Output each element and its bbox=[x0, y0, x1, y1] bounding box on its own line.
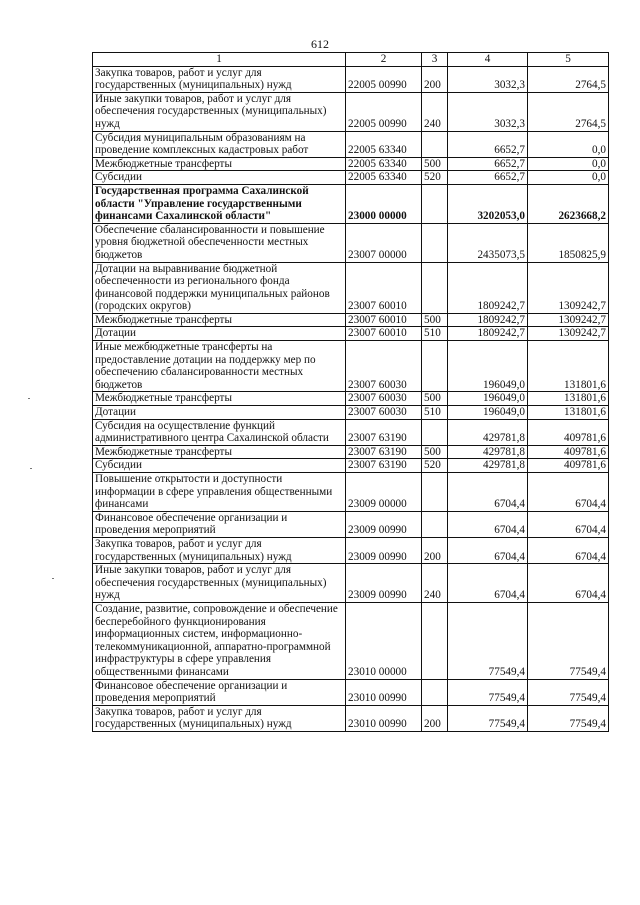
table-row bbox=[93, 419, 609, 445]
row-name: Финансовое обеспечение организации и проведения мероприятий bbox=[93, 511, 346, 537]
row-value-col5: 1309242,7 bbox=[528, 327, 609, 341]
row-expense-type bbox=[422, 419, 448, 445]
row-value-col5: 6704,4 bbox=[528, 473, 609, 512]
row-value-col4: 6704,4 bbox=[448, 564, 528, 603]
row-value-col5: 2764,5 bbox=[528, 66, 609, 92]
row-expense-type bbox=[422, 511, 448, 537]
row-value-col5: 77549,4 bbox=[528, 679, 609, 705]
row-name: Иные межбюджетные трансферты на предоставление дотации на поддержку мер по обеспечению сбалансированности местных бюджетов bbox=[93, 341, 346, 392]
row-code: 23010 00990 bbox=[346, 679, 422, 705]
row-code: 23007 60010 bbox=[346, 313, 422, 327]
row-value-col5: 77549,4 bbox=[528, 602, 609, 679]
row-code: 23007 60030 bbox=[346, 341, 422, 392]
row-code: 23007 63190 bbox=[346, 419, 422, 445]
row-expense-type: 510 bbox=[422, 327, 448, 341]
row-name: Иные закупки товаров, работ и услуг для обеспечения государственных (муниципальных) нужд bbox=[93, 564, 346, 603]
row-name: Дотации bbox=[93, 327, 346, 341]
row-value-col4: 77549,4 bbox=[448, 602, 528, 679]
row-code: 23009 00990 bbox=[346, 564, 422, 603]
row-value-col5: 131801,6 bbox=[528, 341, 609, 392]
row-name: Субсидии bbox=[93, 171, 346, 185]
row-name: Межбюджетные трансферты bbox=[93, 313, 346, 327]
row-value-col4: 1809242,7 bbox=[448, 313, 528, 327]
row-value-col5: 1309242,7 bbox=[528, 313, 609, 327]
row-value-col4: 429781,8 bbox=[448, 445, 528, 459]
row-code: 22005 63340 bbox=[346, 131, 422, 157]
row-value-col4: 1809242,7 bbox=[448, 327, 528, 341]
table-row bbox=[93, 392, 609, 406]
budget-table bbox=[92, 52, 609, 732]
row-value-col4: 196049,0 bbox=[448, 341, 528, 392]
table-row bbox=[93, 511, 609, 537]
page-number: 612 bbox=[311, 37, 329, 51]
row-expense-type: 500 bbox=[422, 157, 448, 171]
row-code: 23007 60030 bbox=[346, 406, 422, 420]
row-code: 23000 00000 bbox=[346, 184, 422, 223]
table-row bbox=[93, 131, 609, 157]
row-value-col5: 0,0 bbox=[528, 157, 609, 171]
row-expense-type bbox=[422, 679, 448, 705]
row-name: Финансовое обеспечение организации и проведения мероприятий bbox=[93, 679, 346, 705]
scan-speck bbox=[30, 468, 32, 469]
row-name: Межбюджетные трансферты bbox=[93, 392, 346, 406]
row-value-col5: 77549,4 bbox=[528, 705, 609, 731]
row-name: Дотации bbox=[93, 406, 346, 420]
table-row bbox=[93, 66, 609, 92]
row-code: 22005 00990 bbox=[346, 92, 422, 131]
table-body bbox=[93, 66, 609, 731]
row-value-col5: 0,0 bbox=[528, 131, 609, 157]
row-name: Межбюджетные трансферты bbox=[93, 157, 346, 171]
row-value-col4: 429781,8 bbox=[448, 459, 528, 473]
row-value-col4: 196049,0 bbox=[448, 406, 528, 420]
table-row bbox=[93, 564, 609, 603]
table-row bbox=[93, 223, 609, 262]
row-value-col4: 6652,7 bbox=[448, 171, 528, 185]
row-expense-type: 500 bbox=[422, 445, 448, 459]
row-name: Закупка товаров, работ и услуг для государственных (муниципальных) нужд bbox=[93, 66, 346, 92]
table-row bbox=[93, 537, 609, 563]
table-row bbox=[93, 705, 609, 731]
row-code: 23009 00990 bbox=[346, 511, 422, 537]
row-code: 23010 00000 bbox=[346, 602, 422, 679]
row-value-col4: 2435073,5 bbox=[448, 223, 528, 262]
row-value-col5: 409781,6 bbox=[528, 459, 609, 473]
row-expense-type bbox=[422, 262, 448, 313]
row-code: 22005 00990 bbox=[346, 66, 422, 92]
table-row bbox=[93, 445, 609, 459]
row-name: Закупка товаров, работ и услуг для государственных (муниципальных) нужд bbox=[93, 705, 346, 731]
row-expense-type: 200 bbox=[422, 705, 448, 731]
row-value-col5: 6704,4 bbox=[528, 564, 609, 603]
table-row bbox=[93, 459, 609, 473]
row-code: 23007 60010 bbox=[346, 262, 422, 313]
table-row bbox=[93, 171, 609, 185]
row-name: Создание, развитие, сопровождение и обеспечение бесперебойного функционирования информационных систем, информационно-телекоммуникационной, аппаратно-программной инфраструктуры в сфере управления общественными финансами bbox=[93, 602, 346, 679]
row-name: Субсидии bbox=[93, 459, 346, 473]
row-value-col4: 6652,7 bbox=[448, 157, 528, 171]
header-col-2: 2 bbox=[346, 53, 422, 67]
row-expense-type: 500 bbox=[422, 392, 448, 406]
table-row bbox=[93, 313, 609, 327]
row-value-col4: 6652,7 bbox=[448, 131, 528, 157]
row-value-col5: 131801,6 bbox=[528, 392, 609, 406]
row-code: 23010 00990 bbox=[346, 705, 422, 731]
row-value-col4: 3032,3 bbox=[448, 66, 528, 92]
row-code: 23009 00990 bbox=[346, 537, 422, 563]
row-expense-type bbox=[422, 223, 448, 262]
row-value-col4: 196049,0 bbox=[448, 392, 528, 406]
row-value-col4: 1809242,7 bbox=[448, 262, 528, 313]
table-row-program bbox=[93, 184, 609, 223]
row-expense-type bbox=[422, 341, 448, 392]
row-name: Обеспечение сбалансированности и повышение уровня бюджетной обеспеченности местных бюджетов bbox=[93, 223, 346, 262]
row-expense-type: 240 bbox=[422, 564, 448, 603]
row-name: Субсидия на осуществление функций административного центра Сахалинской области bbox=[93, 419, 346, 445]
row-value-col5: 409781,6 bbox=[528, 445, 609, 459]
row-value-col4: 77549,4 bbox=[448, 679, 528, 705]
row-code: 22005 63340 bbox=[346, 157, 422, 171]
table-row bbox=[93, 262, 609, 313]
row-value-col5: 409781,6 bbox=[528, 419, 609, 445]
row-name: Государственная программа Сахалинской области "Управление государственными финансами Сахалинской области" bbox=[93, 184, 346, 223]
row-name: Закупка товаров, работ и услуг для государственных (муниципальных) нужд bbox=[93, 537, 346, 563]
row-value-col4: 6704,4 bbox=[448, 537, 528, 563]
row-value-col5: 2623668,2 bbox=[528, 184, 609, 223]
row-expense-type: 520 bbox=[422, 459, 448, 473]
row-value-col5: 2764,5 bbox=[528, 92, 609, 131]
header-col-4: 4 bbox=[448, 53, 528, 67]
table-row bbox=[93, 327, 609, 341]
row-expense-type: 500 bbox=[422, 313, 448, 327]
row-code: 23007 60030 bbox=[346, 392, 422, 406]
row-value-col5: 6704,4 bbox=[528, 537, 609, 563]
scan-speck bbox=[28, 398, 30, 399]
row-value-col4: 77549,4 bbox=[448, 705, 528, 731]
row-expense-type: 200 bbox=[422, 66, 448, 92]
row-value-col5: 6704,4 bbox=[528, 511, 609, 537]
row-code: 23007 60010 bbox=[346, 327, 422, 341]
row-name: Иные закупки товаров, работ и услуг для обеспечения государственных (муниципальных) нужд bbox=[93, 92, 346, 131]
table-row bbox=[93, 602, 609, 679]
scan-speck bbox=[52, 578, 54, 579]
row-expense-type bbox=[422, 184, 448, 223]
table-row bbox=[93, 92, 609, 131]
table-row bbox=[93, 406, 609, 420]
row-value-col5: 1309242,7 bbox=[528, 262, 609, 313]
row-expense-type: 200 bbox=[422, 537, 448, 563]
row-code: 23007 63190 bbox=[346, 459, 422, 473]
table-header-row bbox=[93, 53, 609, 67]
table-row bbox=[93, 679, 609, 705]
row-expense-type: 520 bbox=[422, 171, 448, 185]
header-col-3: 3 bbox=[422, 53, 448, 67]
row-value-col4: 6704,4 bbox=[448, 511, 528, 537]
row-value-col4: 3032,3 bbox=[448, 92, 528, 131]
row-code: 23009 00000 bbox=[346, 473, 422, 512]
table-row bbox=[93, 473, 609, 512]
row-value-col4: 6704,4 bbox=[448, 473, 528, 512]
row-expense-type bbox=[422, 473, 448, 512]
row-value-col5: 0,0 bbox=[528, 171, 609, 185]
row-value-col5: 1850825,9 bbox=[528, 223, 609, 262]
table-row bbox=[93, 341, 609, 392]
row-code: 23007 00000 bbox=[346, 223, 422, 262]
header-col-1: 1 bbox=[93, 53, 346, 67]
row-code: 23007 63190 bbox=[346, 445, 422, 459]
row-name: Субсидия муниципальным образованиям на проведение комплексных кадастровых работ bbox=[93, 131, 346, 157]
row-value-col4: 3202053,0 bbox=[448, 184, 528, 223]
row-expense-type bbox=[422, 602, 448, 679]
row-value-col4: 429781,8 bbox=[448, 419, 528, 445]
row-expense-type bbox=[422, 131, 448, 157]
row-expense-type: 510 bbox=[422, 406, 448, 420]
header-col-5: 5 bbox=[528, 53, 609, 67]
table-row bbox=[93, 157, 609, 171]
row-name: Повышение открытости и доступности информации в сфере управления общественными финансами bbox=[93, 473, 346, 512]
row-name: Дотации на выравнивание бюджетной обеспеченности из регионального фонда финансовой поддержки муниципальных районов (городских округов) bbox=[93, 262, 346, 313]
row-expense-type: 240 bbox=[422, 92, 448, 131]
row-code: 22005 63340 bbox=[346, 171, 422, 185]
row-value-col5: 131801,6 bbox=[528, 406, 609, 420]
row-name: Межбюджетные трансферты bbox=[93, 445, 346, 459]
